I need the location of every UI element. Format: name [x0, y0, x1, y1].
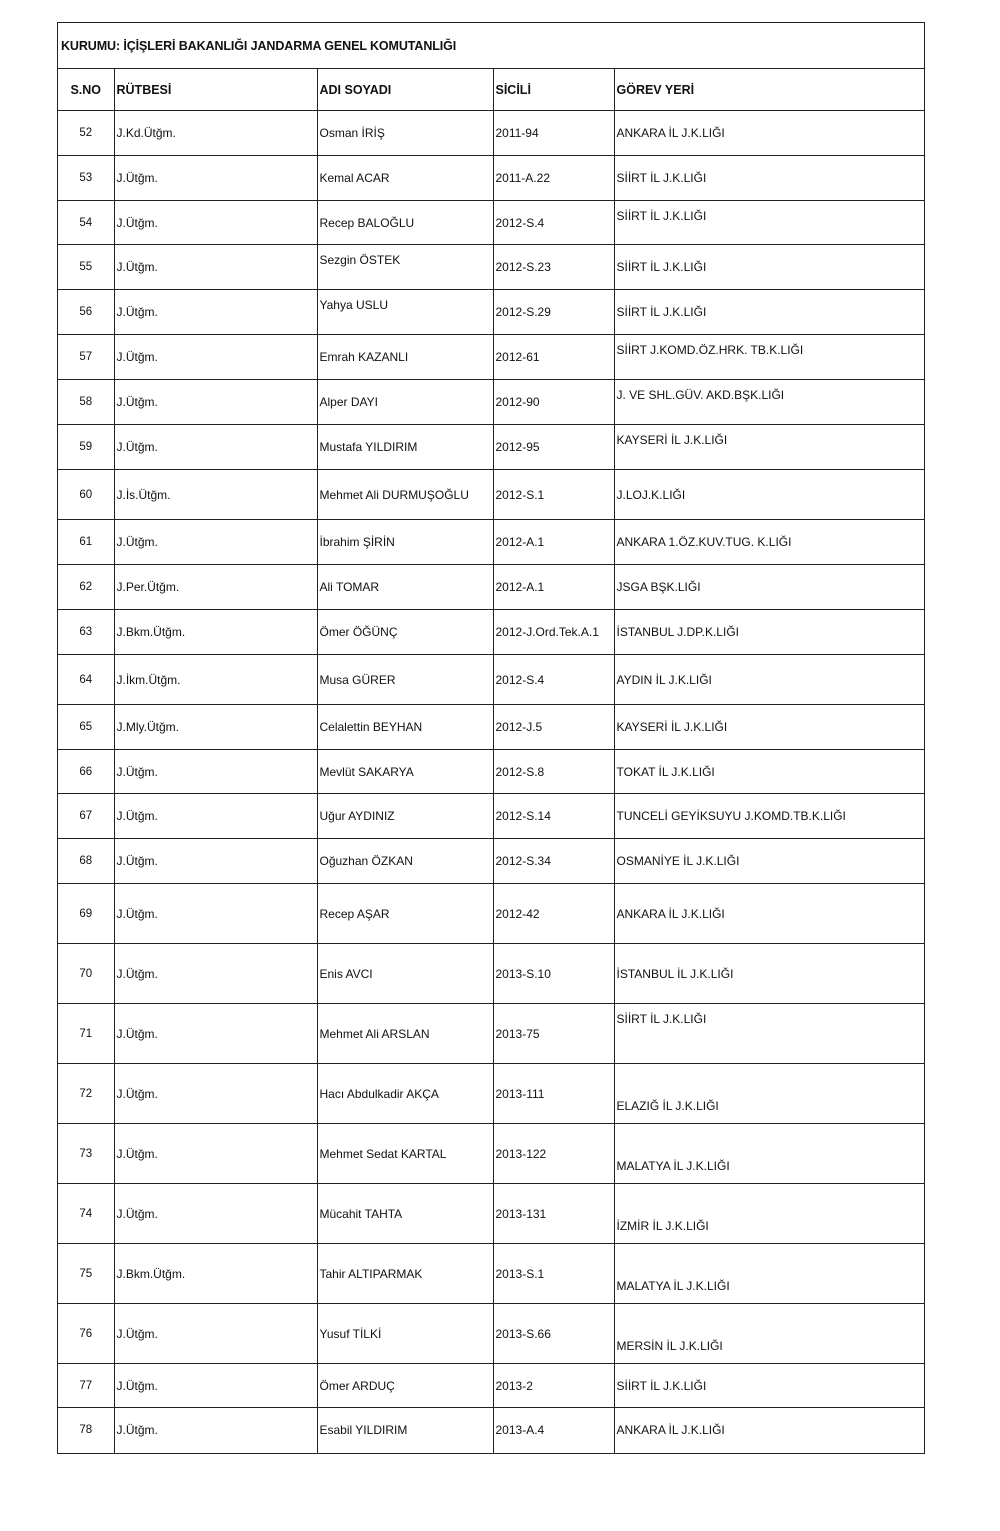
cell-sno: 77 [58, 1364, 114, 1408]
cell-name: Mustafa YILDIRIM [317, 425, 493, 470]
cell-rank: J.Ütğm. [114, 1364, 317, 1408]
table-body [58, 111, 924, 1453]
cell-rank: J.Ütğm. [114, 520, 317, 565]
cell-registry: 2012-90 [493, 380, 614, 425]
cell-registry: 2013-S.66 [493, 1304, 614, 1364]
table-row [58, 380, 924, 425]
table-row [58, 335, 924, 380]
cell-registry: 2013-122 [493, 1124, 614, 1184]
cell-registry: 2012-S.14 [493, 794, 614, 839]
cell-duty: ANKARA İL J.K.LIĞI [616, 1423, 725, 1438]
cell-registry: 2012-J.5 [493, 705, 614, 750]
cell-name: Ömer ÖĞÜNÇ [317, 610, 493, 655]
cell-rank: J.Ütğm. [114, 884, 317, 944]
cell-sno: 52 [58, 111, 114, 156]
cell-name: Esabil YILDIRIM [317, 1408, 493, 1453]
cell-rank: J.Ütğm. [114, 794, 317, 839]
cell-duty: ELAZIĞ İL J.K.LIĞI [614, 1064, 924, 1124]
cell-registry: 2012-61 [493, 335, 614, 380]
cell-name: Alper DAYI [317, 380, 493, 425]
table-row [58, 425, 924, 470]
column-header-rank: RÜTBESİ [114, 69, 317, 111]
cell-rank: J.İs.Ütğm. [114, 470, 317, 520]
cell-sno: 68 [58, 839, 114, 884]
table-row [58, 201, 924, 245]
table-row [58, 884, 924, 944]
cell-rank: J.Ütğm. [114, 1184, 317, 1244]
table-row [58, 1004, 924, 1064]
cell-sno: 64 [58, 655, 114, 705]
cell-rank: J.Bkm.Ütğm. [114, 1244, 317, 1304]
cell-rank: J.Ütğm. [114, 750, 317, 794]
cell-registry: 2013-75 [493, 1004, 614, 1064]
cell-rank: J.Mly.Ütğm. [114, 705, 317, 750]
personnel-table [58, 69, 924, 1453]
table-header-row [58, 69, 924, 111]
cell-duty: MALATYA İL J.K.LIĞI [614, 1244, 924, 1304]
cell-sno: 78 [58, 1408, 114, 1453]
cell-name: Kemal ACAR [317, 156, 493, 201]
cell-duty: MALATYA İL J.K.LIĞI [614, 1124, 924, 1184]
cell-rank: J.Ütğm. [114, 1124, 317, 1184]
table-row [58, 610, 924, 655]
cell-sno: 60 [58, 470, 114, 520]
cell-duty: TOKAT İL J.K.LIĞI [614, 750, 924, 794]
cell-name: Emrah KAZANLI [317, 335, 493, 380]
cell-sno: 53 [58, 156, 114, 201]
cell-registry: 2013-S.10 [493, 944, 614, 1004]
cell-sno: 70 [58, 944, 114, 1004]
table-row [58, 565, 924, 610]
cell-duty: JSGA BŞK.LIĞI [614, 565, 924, 610]
table-row [58, 944, 924, 1004]
cell-sno: 71 [58, 1004, 114, 1064]
table-row [58, 1184, 924, 1244]
cell-duty: İSTANBUL J.DP.K.LIĞI [614, 610, 924, 655]
cell-duty: MERSİN İL J.K.LIĞI [614, 1304, 924, 1364]
cell-rank: J.Ütğm. [114, 156, 317, 201]
cell-name: Mevlüt SAKARYA [317, 750, 493, 794]
cell-name: Mehmet Ali ARSLAN [317, 1004, 493, 1064]
cell-name: Enis AVCI [317, 944, 493, 1004]
cell-registry: 2012-S.4 [493, 201, 614, 245]
cell-sno: 58 [58, 380, 114, 425]
cell-rank: J.Ütğm. [114, 839, 317, 884]
table-row [58, 1244, 924, 1304]
table-row [58, 750, 924, 794]
cell-sno: 61 [58, 520, 114, 565]
table-row [58, 705, 924, 750]
cell-duty: SİİRT İL J.K.LIĞI [614, 201, 924, 245]
table-row [58, 245, 924, 290]
cell-sno: 57 [58, 335, 114, 380]
cell-registry: 2011-94 [493, 111, 614, 156]
cell-rank: J.İkm.Ütğm. [114, 655, 317, 705]
table-row [58, 111, 924, 156]
cell-rank: J.Kd.Ütğm. [114, 111, 317, 156]
column-header-name: ADI SOYADI [317, 69, 493, 111]
cell-registry: 2012-J.Ord.Tek.A.1 [493, 610, 614, 655]
cell-sno: 75 [58, 1244, 114, 1304]
cell-name: Oğuzhan ÖZKAN [317, 839, 493, 884]
cell-name: Tahir ALTIPARMAK [317, 1244, 493, 1304]
column-header-registry: SİCİLİ [493, 69, 614, 111]
table-row [58, 520, 924, 565]
cell-duty: J.LOJ.K.LIĞI [614, 470, 924, 520]
cell-registry: 2012-S.4 [493, 655, 614, 705]
cell-sno: 66 [58, 750, 114, 794]
cell-rank: J.Ütğm. [114, 944, 317, 1004]
cell-registry: 2012-A.1 [493, 565, 614, 610]
cell-registry: 2012-42 [493, 884, 614, 944]
cell-registry: 2013-A.4 [493, 1408, 614, 1453]
cell-name: Recep BALOĞLU [317, 201, 493, 245]
cell-rank: J.Ütğm. [114, 380, 317, 425]
cell-sno: 54 [58, 201, 114, 245]
cell-registry: 2012-S.29 [493, 290, 614, 335]
table-row [58, 290, 924, 335]
cell-duty: AYDIN İL J.K.LIĞI [614, 655, 924, 705]
cell-registry: 2012-95 [493, 425, 614, 470]
cell-sno: 76 [58, 1304, 114, 1364]
cell-sno: 65 [58, 705, 114, 750]
cell-name: Uğur AYDINIZ [317, 794, 493, 839]
cell-duty: SİİRT İL J.K.LIĞI [614, 156, 924, 201]
cell-duty: SİİRT İL J.K.LIĞI [614, 1004, 924, 1064]
cell-name: Recep AŞAR [317, 884, 493, 944]
institution-title [58, 23, 924, 69]
cell-registry: 2012-S.23 [493, 245, 614, 290]
cell-sno: 74 [58, 1184, 114, 1244]
table-row [58, 1064, 924, 1124]
cell-registry: 2013-S.1 [493, 1244, 614, 1304]
cell-sno: 69 [58, 884, 114, 944]
cell-name: Musa GÜRER [317, 655, 493, 705]
cell-sno: 62 [58, 565, 114, 610]
cell-sno: 67 [58, 794, 114, 839]
cell-registry: 2012-S.8 [493, 750, 614, 794]
column-header-duty: GÖREV YERİ [614, 69, 924, 111]
cell-duty: SİİRT İL J.K.LIĞI [614, 245, 924, 290]
cell-name: Celalettin BEYHAN [317, 705, 493, 750]
table-row [58, 655, 924, 705]
cell-rank: J.Ütğm. [114, 201, 317, 245]
cell-rank: J.Ütğm. [114, 245, 317, 290]
cell-duty: SİİRT İL J.K.LIĞI [614, 290, 924, 335]
table-row [58, 1364, 924, 1408]
cell-name: Yusuf TİLKİ [317, 1304, 493, 1364]
cell-duty: ANKARA 1.ÖZ.KUV.TUG. K.LIĞI [614, 520, 924, 565]
cell-registry: 2012-S.34 [493, 839, 614, 884]
cell-sno: 63 [58, 610, 114, 655]
cell-name: Hacı Abdulkadir AKÇA [317, 1064, 493, 1124]
cell-name: Osman İRİŞ [317, 111, 493, 156]
cell-name: Sezgin ÖSTEK [317, 245, 493, 290]
cell-registry: 2011-A.22 [493, 156, 614, 201]
cell-rank: J.Ütğm. [114, 1408, 317, 1453]
cell-duty: ANKARA İL J.K.LIĞI [614, 884, 924, 944]
cell-duty: İZMİR İL J.K.LIĞI [614, 1184, 924, 1244]
cell-rank: J.Per.Ütğm. [114, 565, 317, 610]
table-row [58, 470, 924, 520]
column-header-sno: S.NO [58, 69, 114, 111]
cell-rank: J.Ütğm. [114, 425, 317, 470]
cell-name: Mücahit TAHTA [317, 1184, 493, 1244]
cell-sno: 55 [58, 245, 114, 290]
cell-registry: 2012-A.1 [493, 520, 614, 565]
cell-duty: KAYSERİ İL J.K.LIĞI [614, 425, 924, 470]
cell-duty: SİİRT İL J.K.LIĞI [614, 1364, 924, 1408]
cell-duty: TUNCELİ GEYİKSUYU J.KOMD.TB.K.LIĞI [614, 794, 924, 839]
cell-rank: J.Ütğm. [114, 335, 317, 380]
table-row [58, 1124, 924, 1184]
cell-duty: KAYSERİ İL J.K.LIĞI [614, 705, 924, 750]
cell-duty: SİİRT J.KOMD.ÖZ.HRK. TB.K.LIĞI [614, 335, 924, 380]
cell-rank: J.Ütğm. [114, 290, 317, 335]
table-row [58, 1408, 924, 1453]
cell-name: İbrahim ŞİRİN [317, 520, 493, 565]
cell-registry: 2013-2 [493, 1364, 614, 1408]
table-row [58, 156, 924, 201]
cell-name: Mehmet Ali DURMUŞOĞLU [317, 470, 493, 520]
cell-duty: OSMANİYE İL J.K.LIĞI [614, 839, 924, 884]
cell-duty: J. VE SHL.GÜV. AKD.BŞK.LIĞI [614, 380, 924, 425]
table-row [58, 839, 924, 884]
cell-name: Ömer ARDUÇ [317, 1364, 493, 1408]
cell-name: Mehmet Sedat KARTAL [317, 1124, 493, 1184]
institution-title-text: KURUMU: İÇİŞLERİ BAKANLIĞI JANDARMA GENEL KOMUTANLIĞI [61, 38, 457, 53]
cell-duty: İSTANBUL İL J.K.LIĞI [614, 944, 924, 1004]
personnel-list-sheet [57, 22, 925, 1454]
cell-sno: 56 [58, 290, 114, 335]
cell-registry: 2012-S.1 [493, 470, 614, 520]
cell-rank: J.Bkm.Ütğm. [114, 610, 317, 655]
cell-rank: J.Ütğm. [114, 1064, 317, 1124]
cell-name: Ali TOMAR [317, 565, 493, 610]
table-row [58, 794, 924, 839]
cell-name: Yahya USLU [317, 290, 493, 335]
cell-registry: 2013-131 [493, 1184, 614, 1244]
cell-sno: 73 [58, 1124, 114, 1184]
table-row [58, 1304, 924, 1364]
cell-rank: J.Ütğm. [114, 1304, 317, 1364]
cell-duty: ANKARA İL J.K.LIĞI [614, 111, 924, 156]
cell-sno: 72 [58, 1064, 114, 1124]
cell-sno: 59 [58, 425, 114, 470]
cell-rank: J.Ütğm. [114, 1004, 317, 1064]
cell-registry: 2013-111 [493, 1064, 614, 1124]
